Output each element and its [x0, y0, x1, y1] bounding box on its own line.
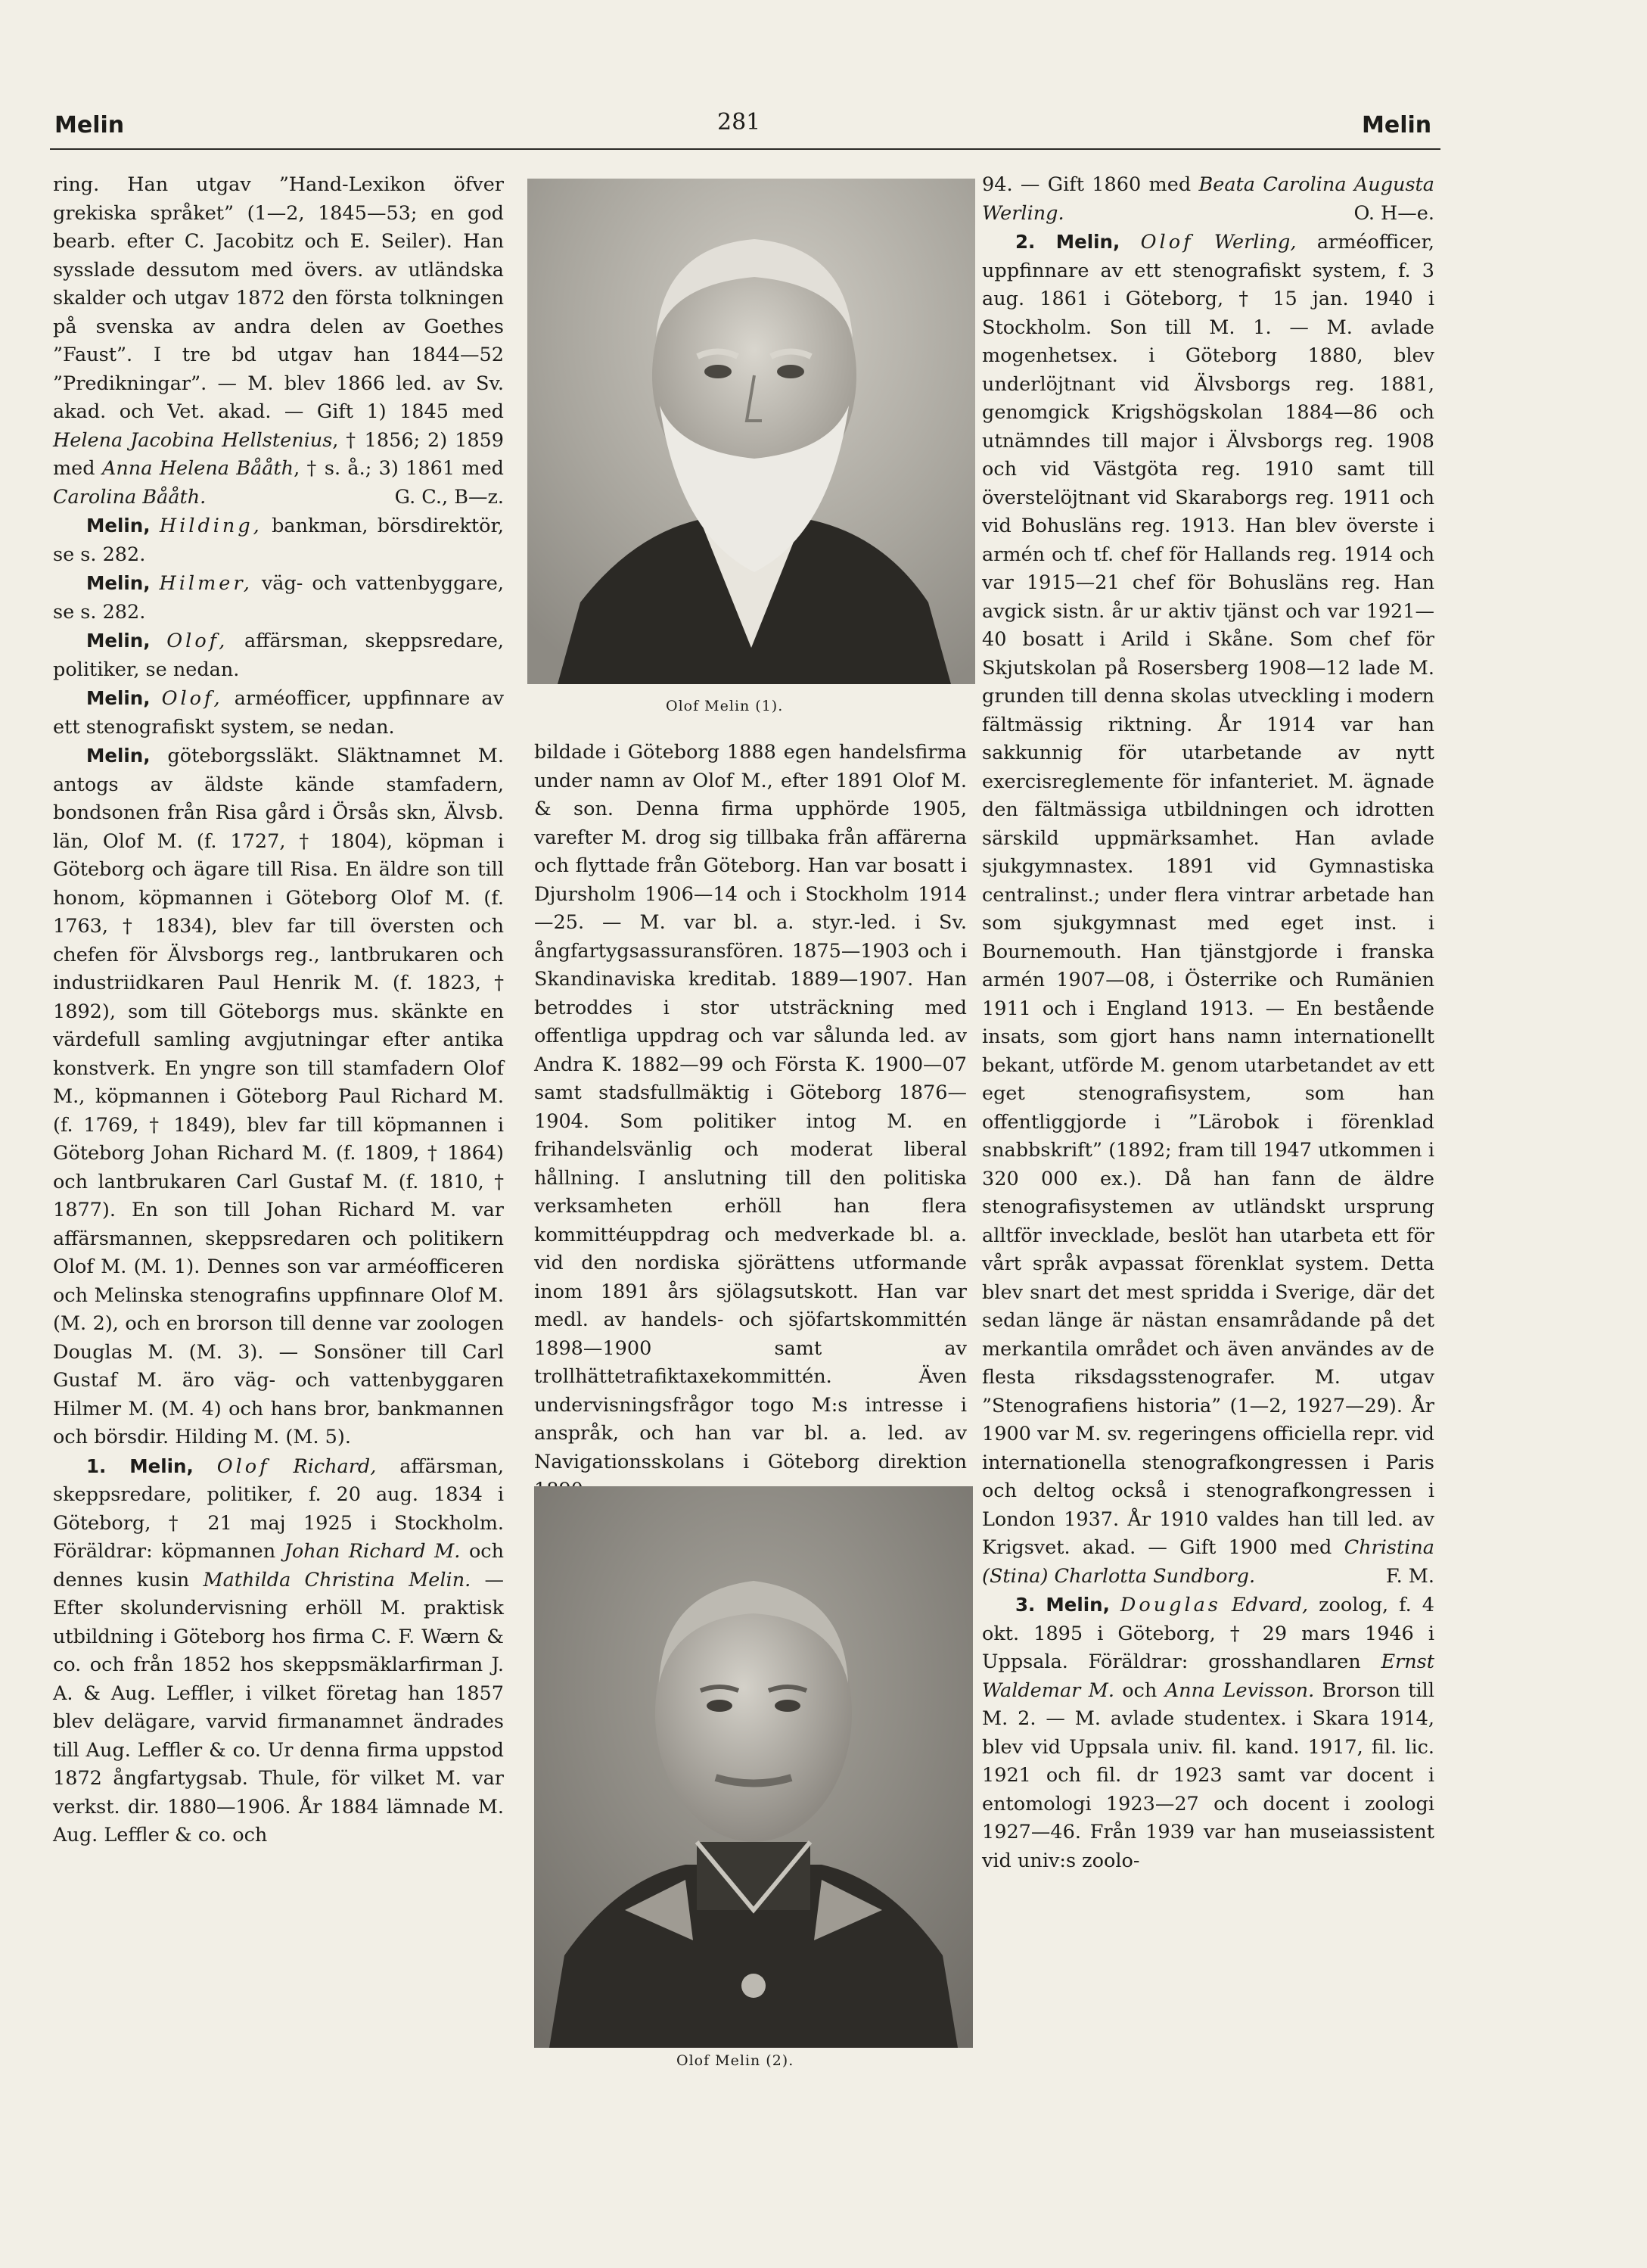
photo-caption-1: Olof Melin (1). — [666, 698, 784, 714]
column-middle — [534, 739, 967, 1505]
portrait-illustration-2 — [534, 1486, 973, 2048]
author-signature: F. M. — [1385, 1564, 1434, 1588]
portrait-photo-olof-melin-1 — [527, 179, 975, 684]
paragraph-middle: bildade i Göteborg 1888 egen handelsfirma under namn av Olof M., efter 1891 Olof M. & son. Denna firma upphörde 1905, varefter M. drog sig tillbaka från affärerna och flyttade från Göteborg. Han var bosatt i Djursholm 1906—14 och i Stockholm 1914—25. — M. var bl. a. styr.-led. i Sv. ångfartygsassuransfören. 1875—1903 och i Skandinaviska kreditab. 1889—1907. Han betroddes i stor utsträckning med offentliga uppdrag och var sålunda led. av Andra K. 1882—99 och Första K. 1900—07 samt stadsfullmäktig i Göteborg 1876—1904. Som politiker intog M. en frihandelsvänlig och moderat liberal hållning. I anslutning till den politiska verksamheten erhöll han flera kommittéuppdrag och medverkade bl. a. vid den nordiska sjörättens utformande inom 1891 års sjölagsutskott. Han var medl. av handels- och sjöfartskommittén 1898—1900 samt av trollhättetrafiktaxekommittén. Även undervisningsfrågor togo M:s intresse i anspråk, och han var bl. a. led. av Navigationsskolans i Göteborg direktion — [534, 741, 967, 1473]
paragraph-continued-right: 94. — Gift 1860 med Beata Carolina Augusta Werling. O. H—e. — [982, 171, 1434, 228]
photo-caption-2: Olof Melin (2). — [676, 2052, 794, 2069]
entry-1-olof-richard: 1. Melin, Olof Richard, affärsman, skeppsredare, politiker, f. 20 aug. 1834 i Göteborg, † 21 maj 1925 i Stockholm. Föräldrar: köpmannen Johan Richard M. och dennes kusin Mathilda Christina Melin. — Efter skolundervisning erhöll M. praktisk utbildning i Göteborg hos firma C. F. Wærn & co. och från 1852 hos skeppsmäklarfirman J. A. & Aug. Leffler, i vilket företag han 1857 blev delägare, varvid firmanamnet ändrades till Aug. Leffler & co. Ur denna firma uppstod 1872 ångfartygsab. Thule, för vilket M. var verkst. dir. 1880—1906. År 1884 lämnade M. Aug. Leffler & co. och — [53, 1454, 504, 1846]
entry-olof-affarsman: Melin, Olof, affärsman, skeppsredare, politiker, se nedan. — [53, 630, 505, 681]
portrait-illustration-1 — [527, 179, 975, 684]
entry-olof-armeofficer: Melin, Olof, arméofficer, uppfinnare av ett stenografiskt system, se nedan. — [53, 687, 504, 739]
running-head-left: Melin — [54, 112, 125, 138]
entry-hilmer: Melin, Hilmer, väg- och vattenbyggare, se s. 282. — [53, 572, 504, 624]
page-number: 281 — [717, 109, 761, 135]
entry-family: Melin, göteborgssläkt. Släktnamnet M. antogs av äldste kände stamfadern, bondsonen från Risa gård i Örsås skn, Älvsb. län, Olof M. (f. 1727, † 1804), köpman i Göteborg och ägare till Risa. En äldre son till honom, köpmannen i Göteborg Olof M. (f. 1763, † 1834), blev far till översten och chefen för Älvsborgs reg., lantbrukaren och industriidkaren Paul Henrik M. (f. 1823, † 1892), som till Göteborgs mus. skänkte en värdefull samling avgjutningar efter antika konstverk. En yngre son till stamfadern Olof M., köpmannen i Göteborg Paul Richard M. (f. 1769, † 1849), blev far till köpmannen i Göteborg Johan Richard M. (f. 1809, † 1864) och lantbrukaren Carl Gustaf M. (f. 1810, † 1877). En son till Johan Richard M. var affärsmannen, skeppsredaren och politikern Olof M. (M. 1). Dennes son var arméofficeren och Melinska stenografins uppfinnare Olof M. (M. 2), och en brorson till denne var zoologen Douglas M. (M. 3). — Sonsöner till Carl Gustaf M. äro väg- och vattenbyggaren Hilmer M. (M. 4) och hans bror, bankmannen och börsdir. Hilding M. (M. 5). — [53, 745, 504, 1448]
entry-3-douglas-edvard: 3. Melin, Douglas Edvard, zoolog, f. 4 okt. 1895 i Göteborg, † 29 mars 1946 i Uppsala. Föräldrar: grosshandlaren Ernst Waldemar M. och Anna Levisson. Brorson till M. 2. — M. avlade studentex. i Skara 1914, blev vid Uppsala univ. fil. kand. 1917, fil. lic. 1921 och fil. dr 1923 samt var docent i entomologi 1923—27 och docent i zoologi 1927—46. Från 1939 var han museiassistent vid univ:s zoolo- — [982, 1594, 1434, 1872]
column-left — [53, 171, 504, 1850]
author-signature: G. C., B—z. — [394, 485, 504, 509]
header-rule — [50, 148, 1440, 150]
running-head-right: Melin — [1362, 112, 1432, 138]
entry-2-olof-werling: 2. Melin, Olof Werling, arméofficer, uppfinnare av ett stenografiskt system, f. 3 aug. 1861 i Göteborg, † 15 jan. 1940 i Stockholm. Son till M. 1. — M. avlade mogenhetsex. i Göteborg 1880, blev underlöjtnant vid Älvsborgs reg. 1881, genomgick Krigshögskolan 1884—86 och utnämndes till major i Älvsborgs reg. 1908 och vid Västgöta reg. 1910 samt till överstelöjtnant vid Skaraborgs reg. 1911 och vid Bohusläns reg. 1913. Han blev överste i armén och tf. chef för Hallands reg. 1914 och var 1915—21 chef för Bohusläns reg. Han avgick sistn. år ur aktiv tjänst och var 1921—40 bosatt i Arild i Skåne. Som chef för Skjutskolan på Rosersberg 1908—12 lade M. grunden till denna skolas utveckling i modern fältmässig riktning. År 1914 var han sakkunnig för utarbetande av nytt exercisreglemente för infanteriet. M. ägnade den fältmässiga utbildningen och idrotten särskild uppmärksamhet. Han avlade sjukgymnastex. 1891 vid Gymnastiska centralinst.; under flera vintrar arbetade han som sjukgymnast med eget inst. i Bournemouth. Han tjänstgjorde i franska armén 1907—08, i Österrike och Rumänien 1911 och i England 1913. — En bestående insats, som gjort hans namn internationellt bekant, utförde M. genom utarbetandet av ett eget stenografisystem, som han offentliggjorde i ”Lärobok i förenklad snabbskrift” (1892; fram till 1947 utkommen i 320 000 ex.). Då han fann de äldre stenografisystemen av utländskt ursprung alltför invecklade, beslöt han utarbeta ett för vårt språk avpassat förenklat system. Detta blev snart det mest spridda i Sverige, där det sedan länge är nästan ensamrådande på det merkantila området och även användes av de flesta riksdagsstenografer. M. utgav ”Stenografiens historia” (1—2, 1927—29). År 1900 var M. sv. regeringens officiella repr. vid internationella stenografkongressen i Paris och deltog också i stenografkongressen i London 1937. År 1910 valdes han till led. av Krigsvet. akad. — Gift 1900 med Christina (Stina) Charlotta Sundborg. F. M. — [982, 228, 1434, 1591]
entry-hilding: Melin, Hilding, bankman, börsdirektör, se s. 282. — [53, 515, 505, 566]
column-right — [982, 171, 1434, 1875]
author-signature: O. H—e. — [1353, 201, 1434, 225]
page-header — [0, 0, 1647, 159]
portrait-photo-olof-melin-2 — [534, 1486, 973, 2048]
paragraph-continued: ring. Han utgav ”Hand-Lexikon öfver grekiska språket” (1—2, 1845—53; en god bearb. efter C. Jacobitz och E. Seiler). Han sysslade dessutom med övers. av utländska skalder och utgav 1872 den första tolkningen på svenska av andra delen av Goethes ”Faust”. I tre bd utgav han 1844—52 ”Predikningar”. — M. blev 1866 led. av Sv. akad. och Vet. akad. — Gift 1) 1845 med Helena Jacobina Hellstenius, † 1856; 2) 1859 med Anna Helena Bååth, † s. å.; 3) 1861 med Carolina Bååth. G. C., B—z. — [53, 171, 504, 512]
